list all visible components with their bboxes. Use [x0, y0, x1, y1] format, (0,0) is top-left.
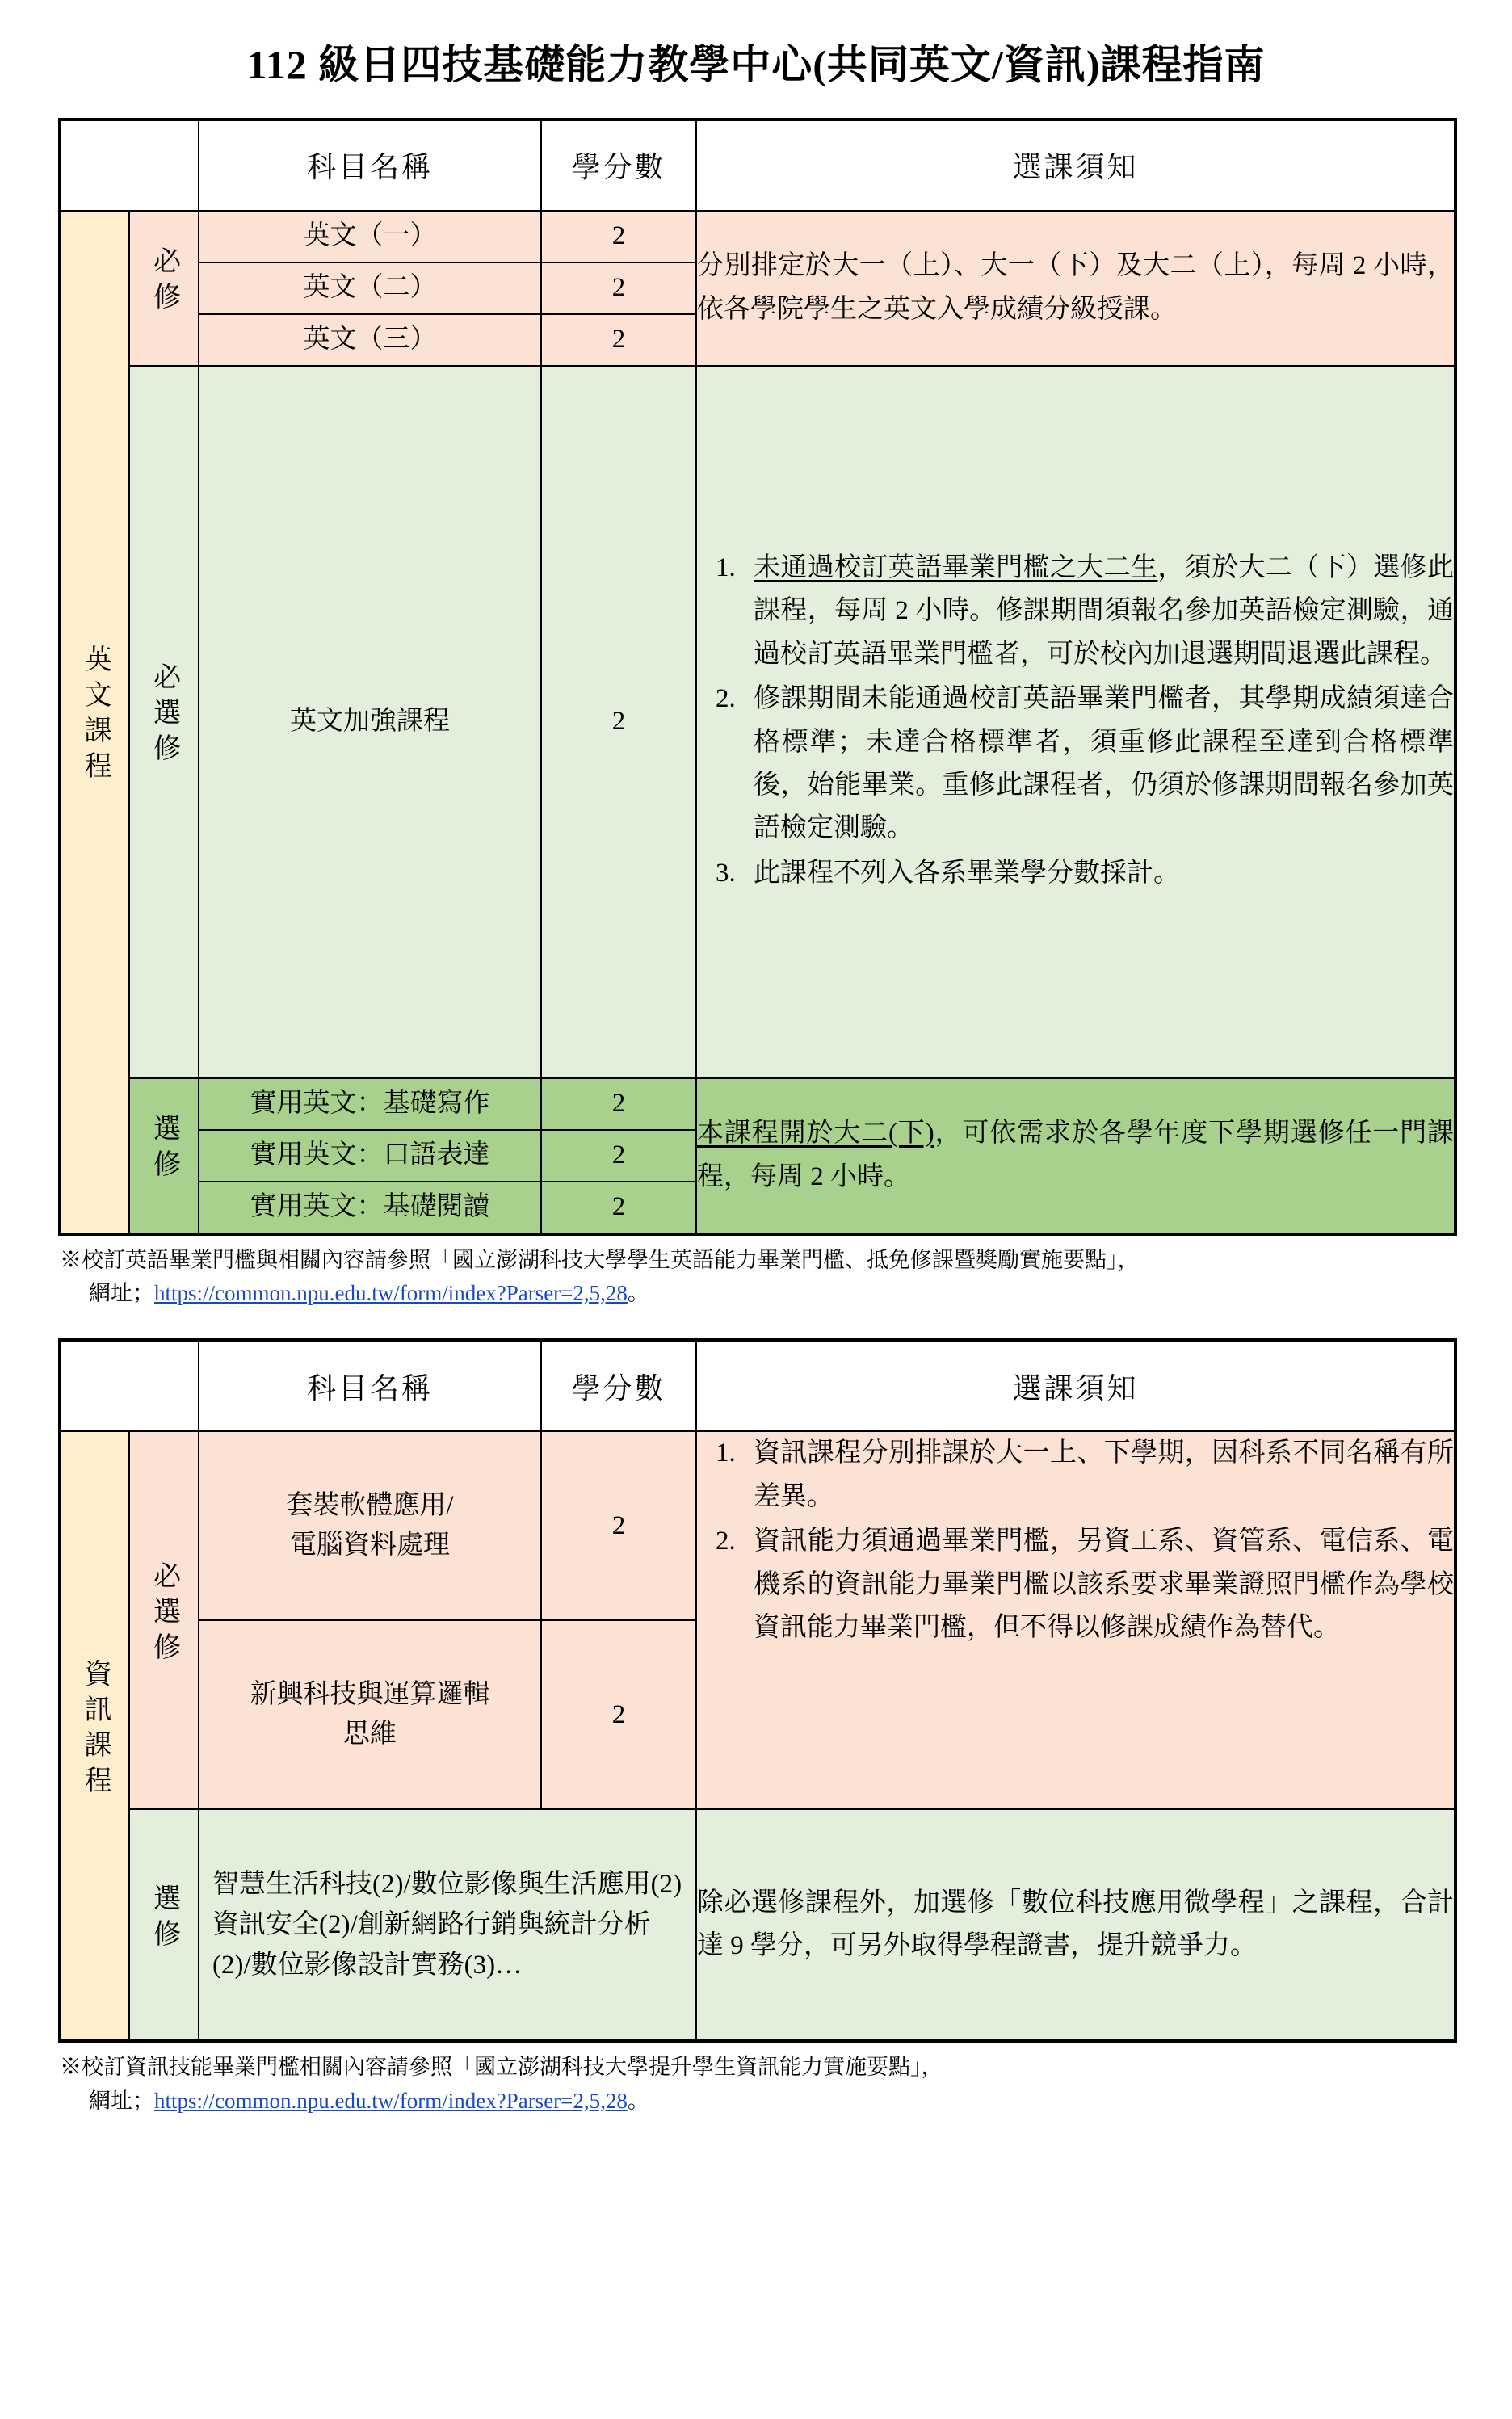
footnote-url-label: 網址； [89, 1281, 154, 1306]
note-text: ，須於大二（下）選修此課程，每周 2 小時。修課期間須報名參加英語檢定測驗，通過校訂英語畢業門檻者，可於校內加退選期間退選此課程。 [754, 552, 1455, 669]
subject-name: 英文（一） [199, 211, 541, 262]
type-label-required-elective [129, 1431, 199, 1809]
subject-name: 實用英文：口語表達 [199, 1130, 541, 1182]
subject-name: 英文（二） [199, 262, 541, 314]
header-subject: 科目名稱 [199, 120, 541, 211]
footnote-line-1: ※校訂英語畢業門檻與相關內容請參照「國立澎湖科技大學學生英語能力畢業門檻、抵免修課暨獎勵實施要點」， [60, 1247, 1140, 1272]
category-label-english [60, 211, 129, 1234]
footnote-line-2 [60, 2085, 1454, 2119]
subject-credits: 2 [541, 366, 696, 1078]
page-title: 112 級日四技基礎能力教學中心(共同英文/資訊)課程指南 [246, 42, 1266, 87]
note-text: ，可依需求於各學年度下學期選修任一門課程，每周 2 小時。 [697, 1119, 1454, 1191]
category-label-information [60, 1431, 129, 2041]
footnote-url-link[interactable]: https://common.npu.edu.tw/form/index?Parser=2,5,28 [154, 1281, 628, 1306]
table-row [60, 366, 1455, 1078]
subject-name: 實用英文：基礎寫作 [199, 1078, 541, 1130]
type-label-text: 選修 [149, 1114, 179, 1186]
category-label-text: 資訊課程 [80, 1659, 111, 1802]
table-row [60, 1809, 1455, 2041]
header-category-blank [60, 1340, 199, 1431]
subject-credits: 2 [541, 1182, 696, 1234]
type-label-required-elective [129, 366, 199, 1078]
header-notes: 選課須知 [696, 120, 1455, 211]
header-credits: 學分數 [541, 1340, 696, 1431]
header-category-blank [60, 120, 199, 211]
section-note-required-elective [696, 366, 1455, 1078]
note-item [742, 547, 1454, 676]
note-text: 此課程不列入各系畢業學分數採計。 [754, 858, 1180, 888]
subject-credits: 2 [541, 262, 696, 314]
header-notes: 選課須知 [696, 1340, 1455, 1431]
type-label-text: 選修 [149, 1884, 179, 1955]
subject-credits: 2 [541, 1130, 696, 1182]
subject-credits: 2 [541, 211, 696, 262]
subject-name: 英文加強課程 [199, 366, 541, 1078]
subject-credits: 2 [541, 1078, 696, 1130]
type-label-text: 必修 [149, 246, 179, 318]
table-header-row [60, 120, 1455, 211]
footnote-line-2 [60, 1277, 1454, 1311]
note-text: 修課期間未能通過校訂英語畢業門檻者，其學期成績須達合格標準；未達合格標準者，須重修此課程至達到合格標準後，始能畢業。重修此課程者，仍須於修課期間報名參加英語檢定測驗。 [754, 684, 1454, 843]
type-label-text: 必選修 [149, 662, 179, 770]
table-header-row [60, 1340, 1455, 1431]
footnote-line-1: ※校訂資訊技能畢業門檻相關內容請參照「國立澎湖科技大學提升學生資訊能力實施要點」， [60, 2055, 943, 2080]
footnote-url-label: 網址； [89, 2089, 154, 2114]
section-note-elective [696, 1078, 1455, 1234]
category-label-text: 英文課程 [80, 645, 111, 787]
note-item [742, 678, 1454, 850]
footnote-url-link[interactable]: https://common.npu.edu.tw/form/index?Parser=2,5,28 [154, 2089, 628, 2114]
note-underlined: 未通過校訂英語畢業門檻之大二生 [754, 552, 1158, 582]
note-text: 資訊能力須通過畢業門檻，另資工系、資管系、電信系、電機系的資訊能力畢業門檻以該系要求畢業證照門檻作為學校資訊能力畢業門檻，但不得以修課成績作為替代。 [754, 1527, 1454, 1642]
table-row [60, 1078, 1455, 1130]
section-note-required: 分別排定於大一（上）、大一（下）及大二（上），每周 2 小時，依各學院學生之英文入學成績分級授課。 [696, 211, 1455, 366]
type-label-elective [129, 1809, 199, 2041]
subject-name: 套裝軟體應用/ 電腦資料處理 [199, 1431, 541, 1620]
subject-credits: 2 [541, 1431, 696, 1620]
subject-name-elective-list: 智慧生活科技(2)/數位影像與生活應用(2)資訊安全(2)/創新網路行銷與統計分析(2)/數位影像設計實務(3)… [199, 1809, 696, 2041]
subject-name: 實用英文：基礎閱讀 [199, 1182, 541, 1234]
note-item [742, 1520, 1454, 1649]
header-subject: 科目名稱 [199, 1340, 541, 1431]
subject-credits: 2 [541, 314, 696, 366]
subject-name: 新興科技與運算邏輯 思維 [199, 1620, 541, 1809]
footnote-information [58, 2043, 1454, 2119]
section-note-elective: 除必選修課程外，加選修「數位科技應用微學程」之課程，合計達 9 學分，可另外取得學程證書，提升競爭力。 [696, 1809, 1455, 2041]
type-label-text: 必選修 [149, 1561, 179, 1669]
table-row [60, 1431, 1455, 1620]
note-text: 資訊課程分別排課於大一上、下學期，因科系不同名稱有所差異。 [754, 1438, 1454, 1511]
note-underlined: 本課程開於大二(下) [697, 1119, 934, 1149]
note-item [742, 852, 1454, 895]
section-note-required-elective [696, 1431, 1455, 1809]
table-row [60, 211, 1455, 262]
note-list [697, 1432, 1454, 1649]
footnote-url-period: 。 [627, 2089, 649, 2114]
footnote-url-period: 。 [627, 1281, 649, 1306]
header-credits: 學分數 [541, 120, 696, 211]
subject-credits: 2 [541, 1620, 696, 1809]
english-course-table [58, 118, 1457, 1236]
information-course-table [58, 1338, 1457, 2043]
type-label-required [129, 211, 199, 366]
footnote-english [58, 1236, 1454, 1312]
note-list [697, 547, 1454, 896]
section-divider [58, 1311, 1454, 1338]
note-item [742, 1432, 1454, 1518]
subject-name: 英文（三） [199, 314, 541, 366]
type-label-elective [129, 1078, 199, 1234]
